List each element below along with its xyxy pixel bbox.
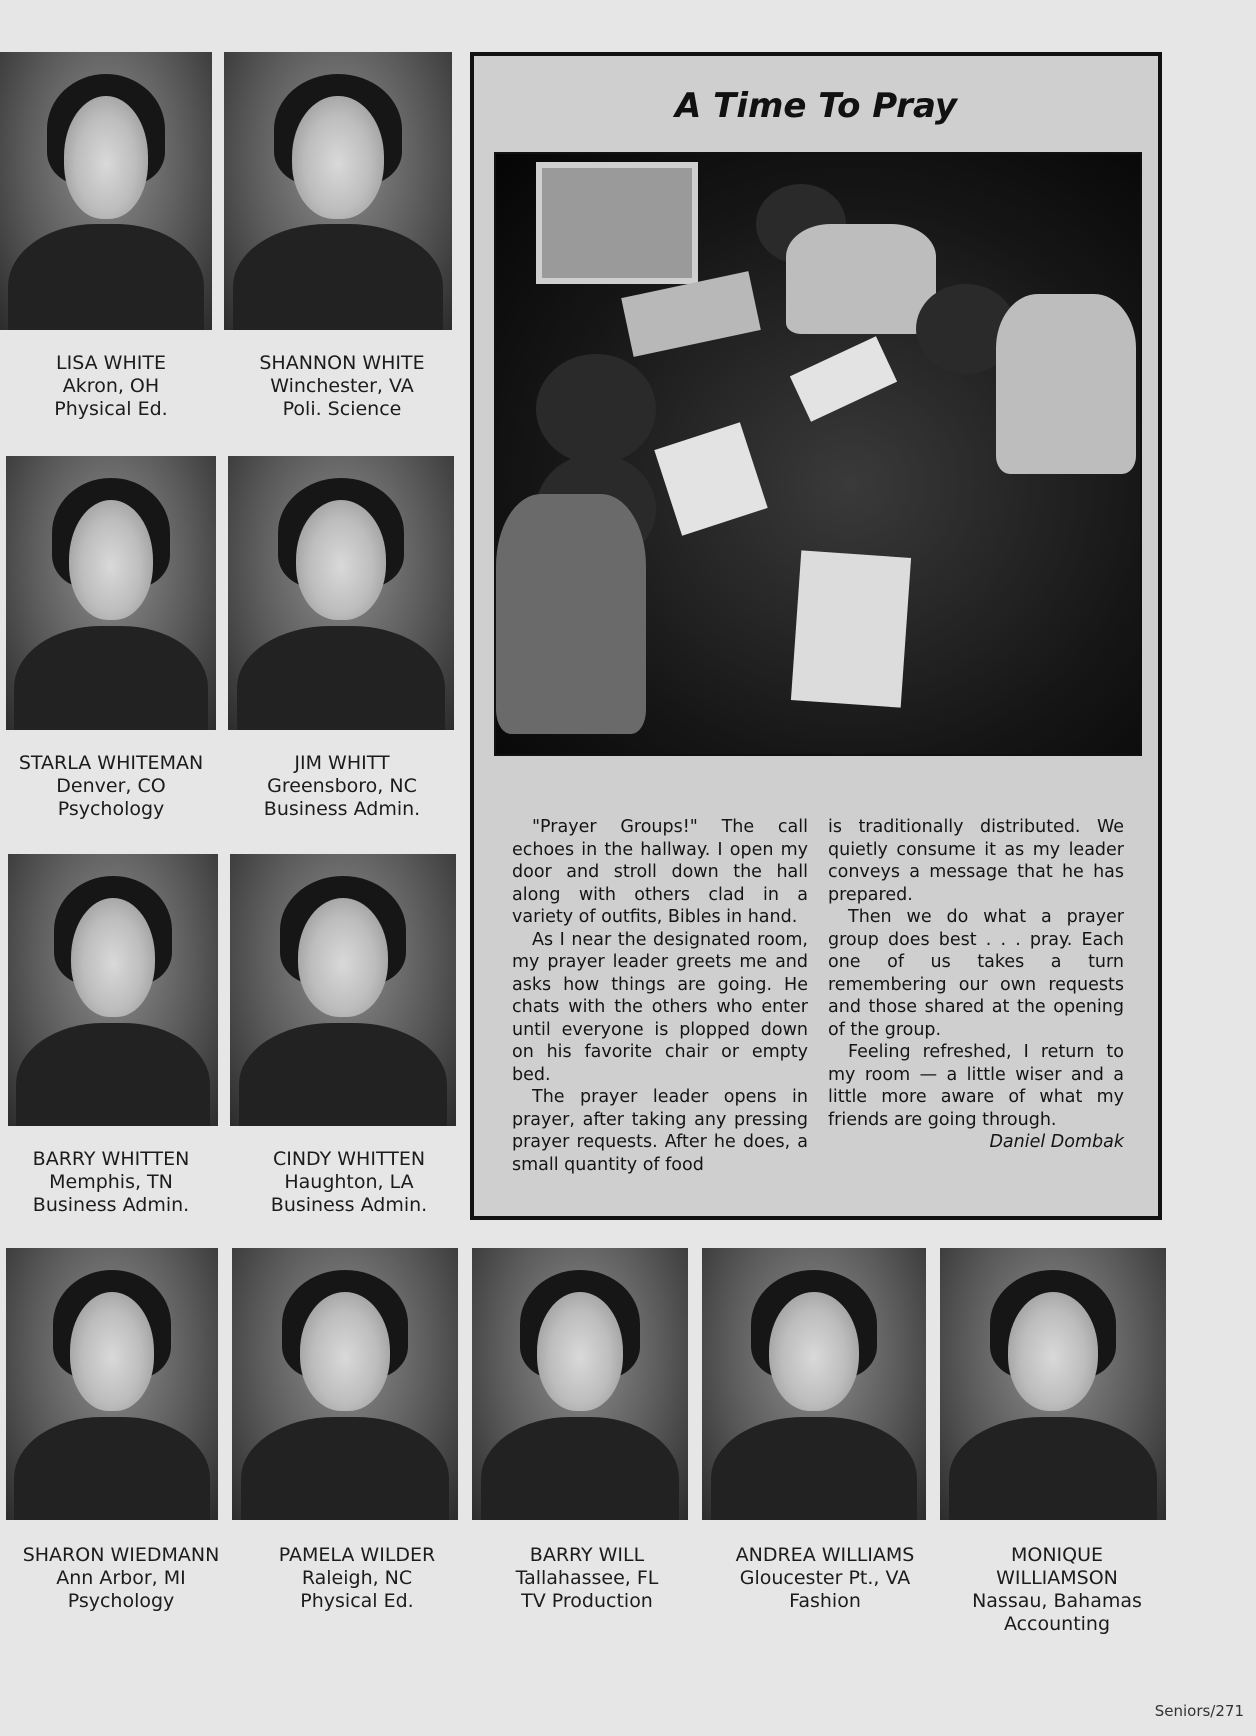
portrait-major: Fashion bbox=[789, 1590, 861, 1612]
prayer-group-photo bbox=[494, 152, 1142, 756]
portrait-major: Psychology bbox=[67, 1590, 175, 1612]
feature-paragraph: As I near the designated room, my prayer leader greets me and asks how things are going. He chats with the others who enter until everyone is plopped down on his favorite chair or empty bed. bbox=[512, 929, 808, 1085]
portrait-photo-cindy-whitten bbox=[230, 854, 456, 1126]
feature-paragraph: Feeling refreshed, I return to my room — a little wiser and a little more aware of what my friends are going through. bbox=[828, 1042, 1124, 1130]
feature-title: A Time To Pray bbox=[674, 86, 958, 126]
portrait-photo-lisa-white bbox=[0, 52, 212, 330]
portrait-caption-starla-whiteman bbox=[0, 752, 222, 821]
page-folio: Seniors/271 bbox=[1154, 1702, 1244, 1720]
feature-column-right bbox=[828, 816, 1124, 1154]
portrait-name: BARRY WHITTEN bbox=[32, 1148, 190, 1170]
portrait-major: TV Production bbox=[521, 1590, 653, 1612]
portrait-caption-jim-whitt bbox=[224, 752, 460, 821]
portrait-major: Business Admin. bbox=[270, 1194, 428, 1216]
portrait-name: STARLA WHITEMAN bbox=[18, 752, 204, 774]
portrait-hometown: Winchester, VA bbox=[270, 375, 414, 397]
portrait-photo-shannon-white bbox=[224, 52, 452, 330]
feature-paragraph: Then we do what a prayer group does best . . . pray. Each one of us takes a turn remembering our own requests and those shared at the opening of the group. bbox=[828, 907, 1124, 1040]
portrait-photo-barry-whitten bbox=[8, 854, 218, 1126]
feature-box bbox=[470, 52, 1162, 1220]
portrait-name-line-2: WILLIAMSON bbox=[996, 1567, 1118, 1589]
portrait-photo-starla-whiteman bbox=[6, 456, 216, 730]
portrait-hometown: Tallahassee, FL bbox=[515, 1567, 659, 1589]
portrait-photo-barry-will bbox=[472, 1248, 688, 1520]
portrait-hometown: Raleigh, NC bbox=[301, 1567, 413, 1589]
portrait-name: ANDREA WILLIAMS bbox=[735, 1544, 915, 1566]
feature-paragraph: The prayer leader opens in prayer, after taking any pressing prayer requests. After he does, a small quantity of food bbox=[512, 1087, 808, 1175]
portrait-major: Business Admin. bbox=[32, 1194, 190, 1216]
portrait-photo-pamela-wilder bbox=[232, 1248, 458, 1520]
feature-paragraph: "Prayer Groups!" The call echoes in the hallway. I open my door and stroll down the hall along with others clad in a variety of outfits, Bibles in hand. bbox=[512, 817, 808, 927]
portrait-major: Physical Ed. bbox=[300, 1590, 414, 1612]
portrait-caption-andrea-williams bbox=[706, 1544, 944, 1613]
portrait-hometown: Memphis, TN bbox=[49, 1171, 173, 1193]
portrait-major: Accounting bbox=[1003, 1613, 1111, 1635]
portrait-caption-sharon-wiedmann bbox=[0, 1544, 242, 1613]
portrait-major: Physical Ed. bbox=[54, 398, 168, 420]
portrait-major: Business Admin. bbox=[263, 798, 421, 820]
portrait-hometown: Nassau, Bahamas bbox=[972, 1590, 1142, 1612]
portrait-major: Psychology bbox=[57, 798, 165, 820]
portrait-hometown: Haughton, LA bbox=[284, 1171, 414, 1193]
portrait-name: SHARON WIEDMANN bbox=[22, 1544, 220, 1566]
portrait-name: PAMELA WILDER bbox=[278, 1544, 436, 1566]
portrait-name-line-1: MONIQUE bbox=[1010, 1544, 1104, 1566]
portrait-name: CINDY WHITTEN bbox=[272, 1148, 426, 1170]
portrait-hometown: Gloucester Pt., VA bbox=[739, 1567, 911, 1589]
portrait-hometown: Akron, OH bbox=[62, 375, 160, 397]
portrait-caption-barry-will bbox=[472, 1544, 702, 1613]
portrait-caption-cindy-whitten bbox=[232, 1148, 466, 1217]
portrait-name: JIM WHITT bbox=[294, 752, 390, 774]
portrait-caption-shannon-white bbox=[224, 352, 460, 421]
portrait-hometown: Ann Arbor, MI bbox=[56, 1567, 186, 1589]
feature-byline: Daniel Dombak bbox=[989, 1132, 1124, 1152]
portrait-caption-monique-williamson bbox=[944, 1544, 1170, 1636]
portrait-caption-barry-whitten bbox=[0, 1148, 222, 1217]
portrait-hometown: Denver, CO bbox=[56, 775, 166, 797]
portrait-photo-jim-whitt bbox=[228, 456, 454, 730]
portrait-name: LISA WHITE bbox=[56, 352, 166, 374]
portrait-caption-pamela-wilder bbox=[242, 1544, 472, 1613]
portrait-photo-monique-williamson bbox=[940, 1248, 1166, 1520]
portrait-photo-andrea-williams bbox=[702, 1248, 926, 1520]
feature-paragraph: is traditionally distributed. We quietly consume it as my leader conveys a message that he has prepared. bbox=[828, 817, 1124, 905]
portrait-name: BARRY WILL bbox=[529, 1544, 645, 1566]
portrait-name: SHANNON WHITE bbox=[259, 352, 425, 374]
portrait-hometown: Greensboro, NC bbox=[267, 775, 417, 797]
portrait-caption-lisa-white bbox=[0, 352, 222, 421]
portrait-photo-sharon-wiedmann bbox=[6, 1248, 218, 1520]
feature-column-left bbox=[512, 816, 808, 1176]
portrait-major: Poli. Science bbox=[282, 398, 402, 420]
